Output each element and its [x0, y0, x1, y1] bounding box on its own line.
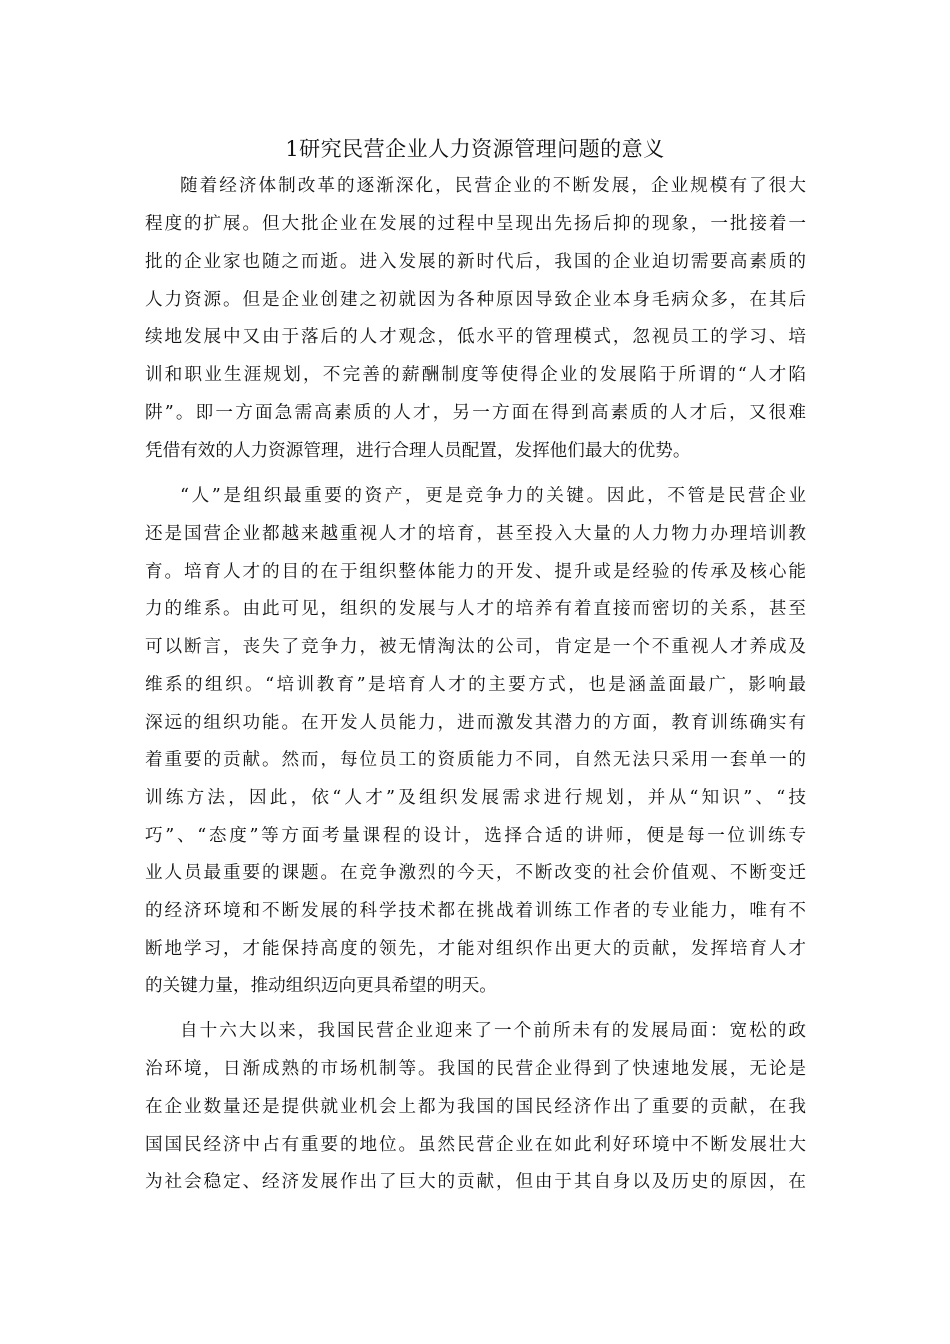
paragraph-3-line-5: 为社会稳定、经济发展作出了巨大的贡献，但由于其自身以及历史的原因，在	[145, 1172, 806, 1192]
paragraph-2-line-6: 维系的组织。“培训教育”是培育人才的主要方式，也是涵盖面最广，影响最	[145, 675, 806, 695]
paragraph-1-line-8: 凭借有效的人力资源管理，进行合理人员配置，发挥他们最大的优势。	[145, 441, 691, 461]
paragraph-2-line-7: 深远的组织功能。在开发人员能力，进而激发其潜力的方面，教育训练确实有	[145, 713, 806, 733]
paragraph-2-line-12: 的经济环境和不断发展的科学技术都在挑战着训练工作者的专业能力，唯有不	[145, 901, 806, 921]
paragraph-2-line-1: “人”是组织最重要的资产，更是竞争力的关键。因此，不管是民营企业	[180, 486, 806, 506]
paragraph-2-line-5: 可以断言，丧失了竞争力，被无情淘汰的公司，肯定是一个不重视人才养成及	[145, 637, 806, 657]
paragraph-3-line-1: 自十六大以来，我国民营企业迎来了一个前所未有的发展局面：宽松的政	[180, 1021, 806, 1041]
paragraph-1-line-2: 程度的扩展。但大批企业在发展的过程中呈现出先扬后抑的现象，一批接着一	[145, 214, 806, 234]
paragraph-2-line-8: 着重要的贡献。然而，每位员工的资质能力不同，自然无法只采用一套单一的	[145, 750, 806, 770]
paragraph-2-line-14: 的关键力量，推动组织迈向更具希望的明天。	[145, 976, 497, 996]
paragraph-1-line-1: 随着经济体制改革的逐渐深化，民营企业的不断发展，企业规模有了很大	[180, 176, 806, 196]
paragraph-1-line-7: 阱”。即一方面急需高素质的人才，另一方面在得到高素质的人才后，又很难	[145, 403, 806, 423]
paragraph-3-line-4: 国国民经济中占有重要的地位。虽然民营企业在如此利好环境中不断发展壮大	[145, 1135, 806, 1155]
section-title: 1研究民营企业人力资源管理问题的意义	[285, 137, 665, 161]
paragraph-1-line-6: 训和职业生涯规划，不完善的薪酬制度等使得企业的发展陷于所谓的“人才陷	[145, 365, 806, 385]
paragraph-1-line-3: 批的企业家也随之而逝。进入发展的新时代后，我国的企业迫切需要高素质的	[145, 252, 806, 272]
paragraph-2-line-2: 还是国营企业都越来越重视人才的培育，甚至投入大量的人力物力办理培训教	[145, 524, 806, 544]
paragraph-3-line-2: 治环境，日渐成熟的市场机制等。我国的民营企业得到了快速地发展，无论是	[145, 1059, 806, 1079]
paragraph-2-line-10: 巧”、“态度”等方面考量课程的设计，选择合适的讲师，便是每一位训练专	[145, 826, 806, 846]
paragraph-1-line-5: 续地发展中又由于落后的人才观念，低水平的管理模式，忽视员工的学习、培	[145, 327, 806, 347]
paragraph-2-line-13: 断地学习，才能保持高度的领先，才能对组织作出更大的贡献，发挥培育人才	[145, 939, 806, 959]
paragraph-2-line-9: 训练方法，因此，依“人才”及组织发展需求进行规划，并从“知识”、“技	[145, 788, 806, 808]
paragraph-2-line-4: 力的维系。由此可见，组织的发展与人才的培养有着直接而密切的关系，甚至	[145, 599, 806, 619]
paragraph-2-line-3: 育。培育人才的目的在于组织整体能力的开发、提升或是经验的传承及核心能	[145, 562, 806, 582]
paragraph-1-line-4: 人力资源。但是企业创建之初就因为各种原因导致企业本身毛病众多，在其后	[145, 290, 806, 310]
paragraph-2-line-11: 业人员最重要的课题。在竞争激烈的今天，不断改变的社会价值观、不断变迁	[145, 863, 806, 883]
paragraph-3-line-3: 在企业数量还是提供就业机会上都为我国的国民经济作出了重要的贡献，在我	[145, 1097, 806, 1117]
